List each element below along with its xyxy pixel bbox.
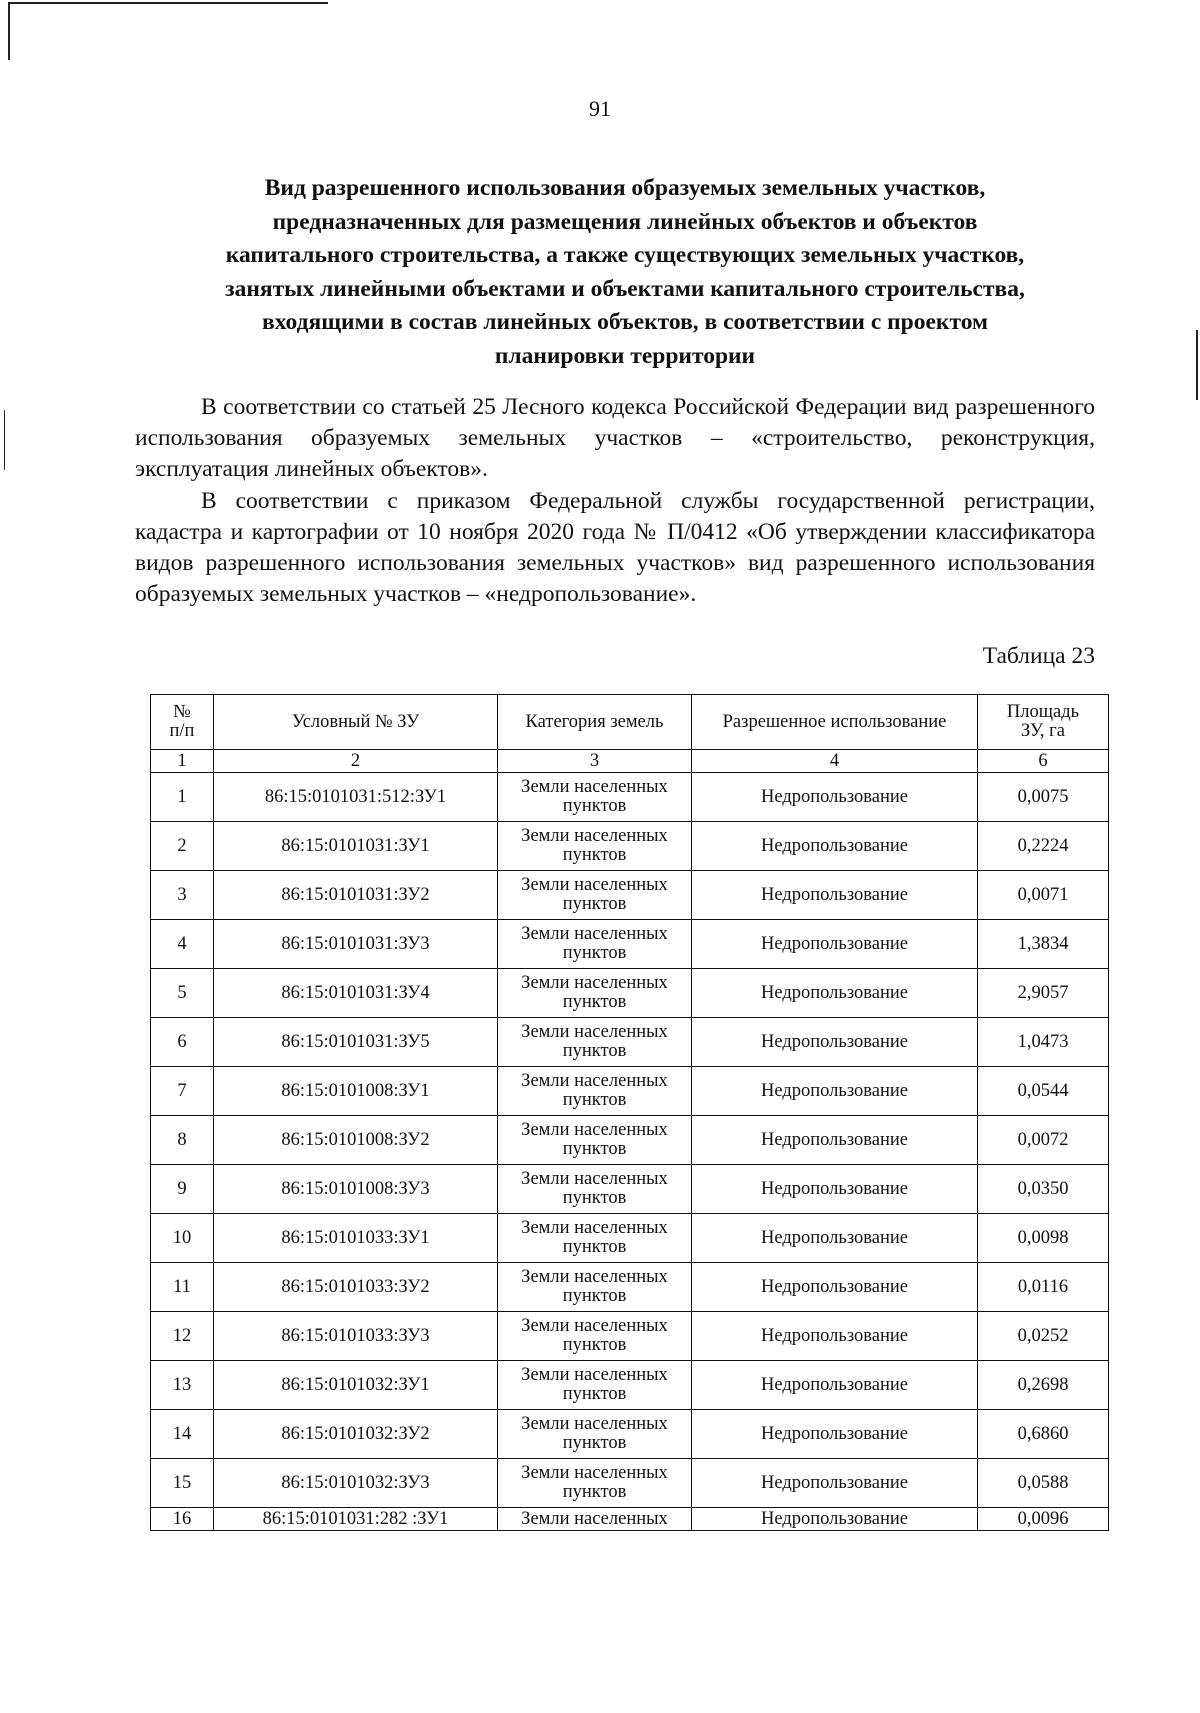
land-category-line: Земли населенных (521, 1267, 668, 1287)
cadastral-number-cell: 86:15:0101031:ЗУ3 (214, 920, 498, 969)
land-category-line: пунктов (562, 943, 627, 963)
row-number-cell: 5 (151, 969, 214, 1018)
table-row (151, 1018, 1109, 1067)
permitted-use-cell: Недропользование (692, 1116, 978, 1165)
header-land-category: Категория земель (498, 695, 692, 750)
cadastral-number-cell: 86:15:0101031:ЗУ1 (214, 822, 498, 871)
land-category-cell (498, 1214, 692, 1263)
title-line: капитального строительства, а также существующих земельных участков, (225, 242, 1025, 268)
land-category-cell (498, 1410, 692, 1459)
land-category-line: пунктов (562, 1286, 627, 1306)
table-body (151, 773, 1109, 1531)
cadastral-number-cell: 86:15:0101033:ЗУ3 (214, 1312, 498, 1361)
paragraph-forest-code: В соответствии со статьей 25 Лесного кодекса Российской Федерации вид разрешенного использования образуемых земельных участков – «строительство, реконструкция, эксплуатация линейных объектов». (135, 394, 1095, 482)
table-row (151, 1361, 1109, 1410)
land-category-line: пунктов (562, 1237, 627, 1257)
table-caption: Таблица 23 (982, 643, 1095, 669)
header-cadastral-number: Условный № ЗУ (214, 695, 498, 750)
row-number-cell: 16 (151, 1508, 214, 1531)
table-header-row (151, 695, 1109, 750)
permitted-use-cell: Недропользование (692, 1067, 978, 1116)
table-row (151, 822, 1109, 871)
land-category-line: Земли населенных (521, 973, 668, 993)
land-category-line: пунктов (562, 992, 627, 1012)
permitted-use-cell: Недропользование (692, 1508, 978, 1531)
table-row (151, 1459, 1109, 1508)
table-row (151, 969, 1109, 1018)
title-line: предназначенных для размещения линейных объектов и объектов (272, 208, 978, 235)
area-cell: 2,9057 (978, 969, 1109, 1018)
permitted-use-cell: Недропользование (692, 773, 978, 822)
table-column-numbers-row (151, 750, 1109, 773)
permitted-use-cell: Недропользование (692, 1214, 978, 1263)
permitted-use-cell: Недропользование (692, 1410, 978, 1459)
cadastral-number-cell: 86:15:0101032:ЗУ1 (214, 1361, 498, 1410)
title-line: планировки территории (494, 342, 756, 369)
land-category-line: пунктов (562, 894, 627, 914)
table-row (151, 1508, 1109, 1531)
scan-edge-line-left (8, 2, 10, 60)
cadastral-number-cell: 86:15:0101031:282 :ЗУ1 (214, 1508, 498, 1531)
row-number-cell: 6 (151, 1018, 214, 1067)
column-number-cell: 1 (151, 750, 214, 773)
table-row (151, 871, 1109, 920)
permitted-use-cell: Недропользование (692, 969, 978, 1018)
land-category-line: Земли населенных (521, 1022, 668, 1042)
cadastral-number-cell: 86:15:0101031:ЗУ5 (214, 1018, 498, 1067)
land-category-cell (498, 871, 692, 920)
row-number-cell: 4 (151, 920, 214, 969)
row-number-cell: 11 (151, 1263, 214, 1312)
header-area: Площадь ЗУ, га (978, 695, 1109, 750)
land-category-line: Земли населенных (521, 826, 668, 846)
permitted-use-cell: Недропользование (692, 1361, 978, 1410)
table-row (151, 1116, 1109, 1165)
land-category-line: пунктов (562, 1188, 627, 1208)
land-category-line: пунктов (562, 1335, 627, 1355)
row-number-cell: 1 (151, 773, 214, 822)
paragraph-rosreestr-order: В соответствии с приказом Федеральной службы государственной регистрации, кадастра и картографии от 10 ноября 2020 года № П/0412 «Об утверждении классификатора видов разрешенного использования земельных участков» вид разрешенного использования образуемых земельных участков – «недропользование». (135, 488, 1095, 607)
cadastral-number-cell: 86:15:0101031:512:ЗУ1 (214, 773, 498, 822)
land-plots-table (150, 694, 1109, 1531)
column-number-cell: 4 (692, 750, 978, 773)
column-number-cell: 3 (498, 750, 692, 773)
row-number-cell: 9 (151, 1165, 214, 1214)
scan-edge-line-left-2 (4, 410, 5, 470)
cadastral-number-cell: 86:15:0101033:ЗУ2 (214, 1263, 498, 1312)
cadastral-number-cell: 86:15:0101031:ЗУ2 (214, 871, 498, 920)
row-number-cell: 14 (151, 1410, 214, 1459)
row-number-cell: 13 (151, 1361, 214, 1410)
area-cell: 0,0350 (978, 1165, 1109, 1214)
land-category-line: пунктов (562, 845, 627, 865)
permitted-use-cell: Недропользование (692, 1018, 978, 1067)
land-category-line: Земли населенных (521, 1508, 668, 1529)
row-number-cell: 12 (151, 1312, 214, 1361)
area-cell: 0,0098 (978, 1214, 1109, 1263)
land-category-line: Земли населенных (521, 777, 668, 797)
land-category-cell (498, 1508, 692, 1531)
land-category-cell (498, 1116, 692, 1165)
land-category-cell (498, 920, 692, 969)
land-category-line: пунктов (562, 1384, 627, 1404)
land-category-cell (498, 1067, 692, 1116)
area-cell: 0,0588 (978, 1459, 1109, 1508)
permitted-use-cell: Недропользование (692, 822, 978, 871)
row-number-cell: 3 (151, 871, 214, 920)
land-category-line: пунктов (562, 1139, 627, 1159)
table-row (151, 773, 1109, 822)
land-category-line: Земли населенных (521, 1414, 668, 1434)
cadastral-number-cell: 86:15:0101032:ЗУ2 (214, 1410, 498, 1459)
row-number-cell: 15 (151, 1459, 214, 1508)
table-row (151, 1312, 1109, 1361)
area-cell: 0,0096 (978, 1508, 1109, 1531)
table-row (151, 1410, 1109, 1459)
land-category-cell (498, 822, 692, 871)
land-category-cell (498, 1361, 692, 1410)
land-category-cell (498, 1459, 692, 1508)
scan-edge-line-top (8, 2, 328, 4)
land-category-line: Земли населенных (521, 924, 668, 944)
permitted-use-cell: Недропользование (692, 920, 978, 969)
permitted-use-cell: Недропользование (692, 871, 978, 920)
land-category-cell (498, 773, 692, 822)
cadastral-number-cell: 86:15:0101031:ЗУ4 (214, 969, 498, 1018)
document-title (150, 172, 1100, 373)
title-line: Вид разрешенного использования образуемых земельных участков, (264, 175, 986, 201)
land-category-line: Земли населенных (521, 1218, 668, 1238)
land-category-line: пунктов (562, 1041, 627, 1061)
cadastral-number-cell: 86:15:0101033:ЗУ1 (214, 1214, 498, 1263)
table-row (151, 1214, 1109, 1263)
permitted-use-cell: Недропользование (692, 1312, 978, 1361)
land-category-line: Земли населенных (521, 875, 668, 895)
table-row (151, 1165, 1109, 1214)
title-line: занятых линейными объектами и объектами капитального строительства, (225, 275, 1025, 302)
column-number-cell: 2 (214, 750, 498, 773)
row-number-cell: 8 (151, 1116, 214, 1165)
cadastral-number-cell: 86:15:0101008:ЗУ2 (214, 1116, 498, 1165)
cadastral-number-cell: 86:15:0101008:ЗУ1 (214, 1067, 498, 1116)
area-cell: 1,0473 (978, 1018, 1109, 1067)
table-row (151, 920, 1109, 969)
area-cell: 0,6860 (978, 1410, 1109, 1459)
land-category-cell (498, 1165, 692, 1214)
area-cell: 0,0071 (978, 871, 1109, 920)
land-category-line: пунктов (562, 1090, 627, 1110)
land-category-cell (498, 1263, 692, 1312)
permitted-use-cell: Недропользование (692, 1263, 978, 1312)
land-category-line: Земли населенных (521, 1120, 668, 1140)
land-category-cell (498, 1018, 692, 1067)
header-number: № п/п (151, 695, 214, 750)
land-category-line: пунктов (562, 796, 627, 816)
scan-edge-line-right (1196, 330, 1198, 400)
header-permitted-use: Разрешенное использование (692, 695, 978, 750)
cadastral-number-cell: 86:15:0101032:ЗУ3 (214, 1459, 498, 1508)
land-category-line: Земли населенных (521, 1365, 668, 1385)
land-category-line: Земли населенных (521, 1463, 668, 1483)
land-category-line: Земли населенных (521, 1169, 668, 1189)
permitted-use-cell: Недропользование (692, 1459, 978, 1508)
area-cell: 0,0252 (978, 1312, 1109, 1361)
land-category-line: Земли населенных (521, 1316, 668, 1336)
row-number-cell: 7 (151, 1067, 214, 1116)
area-cell: 0,0116 (978, 1263, 1109, 1312)
area-cell: 1,3834 (978, 920, 1109, 969)
land-category-cell (498, 1312, 692, 1361)
row-number-cell: 10 (151, 1214, 214, 1263)
land-category-line: Земли населенных (521, 1071, 668, 1091)
land-category-cell (498, 969, 692, 1018)
table-row (151, 1263, 1109, 1312)
area-cell: 0,2224 (978, 822, 1109, 871)
title-line: входящими в состав линейных объектов, в соответствии с проектом (262, 309, 988, 335)
area-cell: 0,0544 (978, 1067, 1109, 1116)
land-category-line: пунктов (562, 1433, 627, 1453)
area-cell: 0,0075 (978, 773, 1109, 822)
page-number: 91 (589, 96, 611, 121)
land-category-line: пунктов (562, 1482, 627, 1502)
area-cell: 0,0072 (978, 1116, 1109, 1165)
row-number-cell: 2 (151, 822, 214, 871)
cadastral-number-cell: 86:15:0101008:ЗУ3 (214, 1165, 498, 1214)
permitted-use-cell: Недропользование (692, 1165, 978, 1214)
column-number-cell: 6 (978, 750, 1109, 773)
table-row (151, 1067, 1109, 1116)
area-cell: 0,2698 (978, 1361, 1109, 1410)
